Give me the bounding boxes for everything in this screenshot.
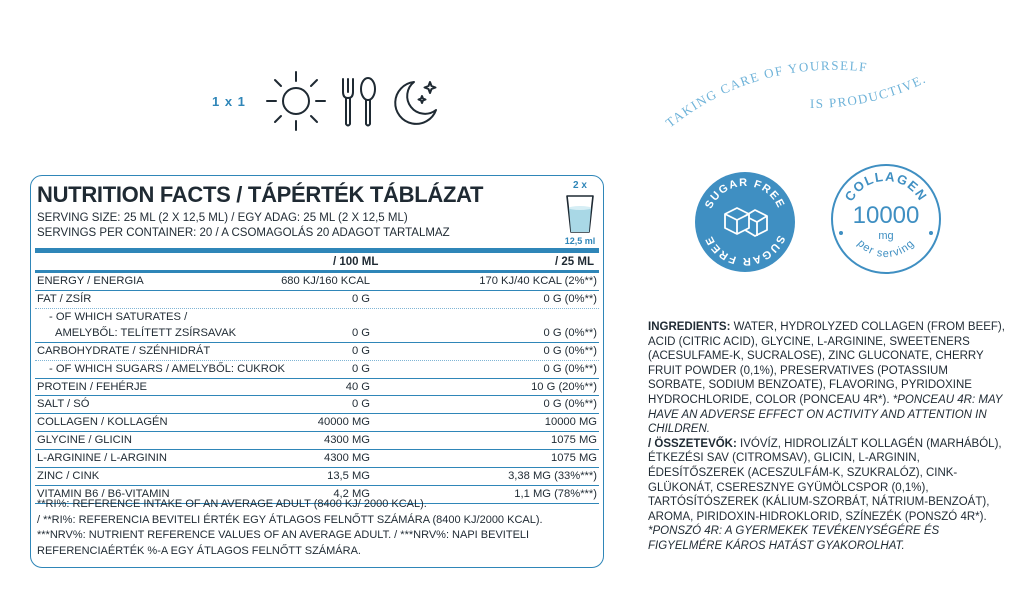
table-row: ZINC / CINK 13,5 MG 3,38 MG (33%***) [35, 468, 599, 486]
servings-per-container: SERVINGS PER CONTAINER: 20 / A CSOMAGOLÁS 20 ADAGOT TARTALMAZ [37, 227, 450, 239]
ingredients-en [648, 320, 1008, 437]
ingredients-en-label: INGREDIENTS: [648, 321, 731, 333]
cup-times: 2 x [573, 180, 587, 191]
footnotes [37, 497, 543, 559]
ingredients-hu [648, 437, 1008, 525]
slogan [660, 48, 960, 138]
ingredients-en-note: *PONCEAU 4R: MAY HAVE AN ADVERSE EFFECT ON ACTIVITY AND ATTENTION IN CHILDREN. [648, 393, 1003, 436]
footnote-line: ***NRV%: NUTRIENT REFERENCE VALUES OF AN AVERAGE ADULT. / ***NRV%: NAPI BEVITELI [37, 529, 530, 541]
table-row: SALT / SÓ 0 G 0 G (0%**) [35, 396, 599, 414]
table-row: CARBOHYDRATE / SZÉNHIDRÁT 0 G 0 G (0%**) [35, 343, 599, 361]
footnote-line: **RI%: REFERENCE INTAKE OF AN AVERAGE ADULT (8400 KJ/ 2000 KCAL). [37, 498, 427, 510]
table-row: GLYCINE / GLICIN 4300 MG 1075 MG [35, 432, 599, 450]
dose-label: 1 x 1 [212, 94, 246, 109]
svg-text:IS PRODUCTIVE. [810, 71, 929, 111]
slogan-line-1: TAKING CARE OF YOURSELF [662, 57, 869, 131]
col-header-100ml: / 100 ML [333, 256, 379, 268]
ingredients-block [648, 320, 1008, 554]
ingredients-hu-text: IVÓVÍZ, HIDROLIZÁLT KOLLAGÉN (MARHÁBÓL), ÉTKEZÉSI SAV (CITROMSAV), GLICIN, L-ARGININ, ÉDESÍTŐSZEREK (ACESZULFÁM-K, SZUKRALÓZ), CINK-GLÜKONÁT, CSERESZNYE GYÜMÖLCSPOR (0,1%), TARTÓSÍTÓSZEREK (KÁLIUM-SZORBÁT, NÁTRIUM-BENZOÁT), AROMA, PIRIDOXIN-HIDROKLORID, SZÍNEZÉK (PONSZÓ 4R*). [648, 437, 1002, 523]
collagen-bottom-text: per serving [854, 237, 918, 261]
usage-icons [212, 68, 452, 134]
divider-thick [35, 248, 599, 253]
col-header-25ml: / 25 ML [555, 256, 594, 268]
moon-stars-icon [392, 76, 442, 128]
svg-text:TAKING CARE OF YOURSELF [663, 58, 869, 131]
serving-size: SERVING SIZE: 25 ML (2 X 12,5 ML) / EGY ADAG: 25 ML (2 X 12,5 ML) [37, 212, 408, 224]
table-row: VITAMIN B6 / B6-VITAMIN 4,2 MG 1,1 MG (78%***) [35, 486, 599, 504]
table-row: FAT / ZSÍR 0 G 0 G (0%**) [35, 291, 599, 309]
table-row: - OF WHICH SUGARS / AMELYBŐL: CUKROK 0 G 0 G (0%**) [35, 361, 599, 379]
collagen-amount: 10000 [852, 202, 920, 229]
nutrition-facts-panel [30, 175, 604, 568]
fork-spoon-icon [338, 76, 380, 128]
collagen-top-text: COLLAGEN [841, 168, 931, 204]
sun-icon [264, 68, 328, 134]
sugar-free-badge [693, 170, 797, 274]
cup-icon [565, 194, 595, 234]
sugar-free-bottom-text: SUGAR FREE [703, 233, 787, 268]
sugar-free-top-text: SUGAR FREE [703, 176, 787, 211]
ingredients-hu-label: / ÖSSZETEVŐK: [648, 437, 737, 450]
table-row: - OF WHICH SATURATES / AMELYBŐL: TELÍTETT ZSÍRSAVAK 0 G 0 G (0%**) [35, 309, 599, 343]
ingredients-en-text: WATER, HYDROLYZED COLLAGEN (FROM BEEF), ACID (CITRIC ACID), GLYCINE, L-ARGININE, SWEETENERS (ACESULFAME-K, SUCRALOSE), ZINC GLUCONATE, CHERRY FRUIT POWDER (0,1%), PRESERVATIVES (POTASSIUM SORBATE, SODIUM BENZOATE), FLAVORING, PYRIDOXINE HYDROCHLORIDE, COLOR (PONCEAU 4R*). [648, 321, 1005, 406]
footnote-line: REFERENCIAÉRTÉK %-A EGY ÁTLAGOS FELNŐTT SZÁMÁRA. [37, 544, 361, 557]
slogan-line-2: IS PRODUCTIVE. [809, 70, 929, 112]
footnote-line: / **RI%: REFERENCIA BEVITELI ÉRTÉK EGY ÁTLAGOS FELNŐTT SZÁMÁRA (8400 KJ/2000 KCAL). [37, 513, 543, 526]
ingredients-hu-note: *PONSZÓ 4R: A GYERMEKEK TEVÉKENYSÉGÉRE ÉS FIGYELMÉRE KÁROS HATÁST GYAKOROLHAT. [648, 525, 940, 552]
measuring-cup [557, 180, 603, 246]
collagen-unit: mg [878, 230, 894, 242]
nutrition-rows [35, 273, 599, 504]
table-row: COLLAGEN / KOLLAGÉN 40000 MG 10000 MG [35, 414, 599, 432]
nutrition-title: NUTRITION FACTS / TÁPÉRTÉK TÁBLÁZAT [37, 182, 484, 207]
collagen-badge [830, 163, 942, 275]
table-row: L-ARGININE / L-ARGININ 4300 MG 1075 MG [35, 450, 599, 468]
table-row: ENERGY / ENERGIA 680 KJ/160 KCAL 170 KJ/40 KCAL (2%**) [35, 273, 599, 291]
cup-volume: 12,5 ml [564, 236, 596, 246]
table-row: PROTEIN / FEHÉRJE 40 G 10 G (20%**) [35, 379, 599, 397]
